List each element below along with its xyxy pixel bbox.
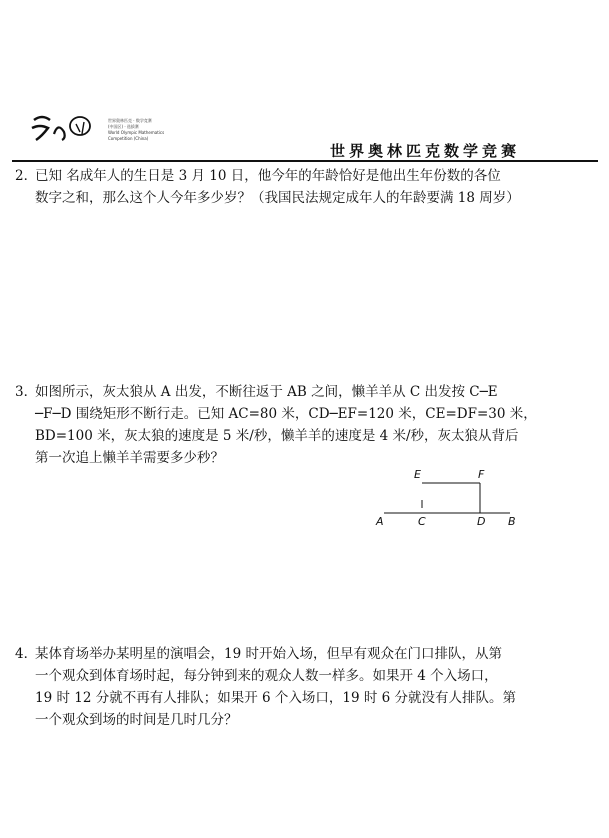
question-line: BD=100 米，灰太狼的速度是 5 米/秒，懒羊羊的速度是 4 米/秒，灰太狼从背后 (35, 428, 519, 444)
label-e: E (414, 468, 421, 481)
question-line: 第一次追上懒羊羊需要多少秒？ (35, 450, 224, 466)
question-number: 4． (15, 646, 38, 662)
question-number: 3． (15, 384, 38, 400)
question-4 (15, 643, 570, 731)
label-c: C (418, 515, 426, 528)
question-line: ─F─D 围绕矩形不断行走。已知 AC=80 米，CD─EF=120 米，CE=DF=30 米， (35, 406, 537, 422)
label-b: B (508, 515, 516, 528)
page-header-title: 世界奥林匹克数学竞赛 (330, 142, 521, 160)
question-number: 2． (15, 168, 38, 184)
label-f: F (478, 468, 485, 481)
question-3 (15, 381, 570, 469)
label-d: D (477, 515, 486, 528)
question-line: 数字之和，那么这个人今年多少岁？（我国民法规定成年人的年龄要满 18 周岁） (35, 190, 520, 206)
header-divider (12, 160, 598, 162)
question-line: 如图所示，灰太狼从 A 出发，不断往返于 AB 之间，懒羊羊从 C 出发按 C─E (35, 384, 498, 400)
question-line: 已知 名成年人的生日是 3 月 10 日，他今年的年龄恰好是他出生年份数的各位 (35, 168, 501, 184)
question-line: 一个观众到场的时间是几时几分？ (35, 712, 238, 728)
question-line: 19 时 12 分就不再有人排队；如果开 6 个入场口，19 时 6 分就没有人排队。第 (35, 690, 517, 706)
label-a: A (376, 515, 384, 528)
question-line: 一个观众到体育场时起，每分钟到来的观众人数一样多。如果开 4 个入场口， (35, 668, 498, 684)
question-line: 某体育场举办某明星的演唱会，19 时开始入场，但早有观众在门口排队，从第 (35, 646, 502, 662)
question-2 (15, 165, 570, 209)
logo-caption: 世界奥林匹克 · 数学竞赛 (中国区) · 选拔赛 World Olympic Mathematics Competition (China) (108, 118, 165, 141)
competition-logo-icon (28, 112, 98, 142)
rectangle-path-figure (370, 462, 530, 532)
